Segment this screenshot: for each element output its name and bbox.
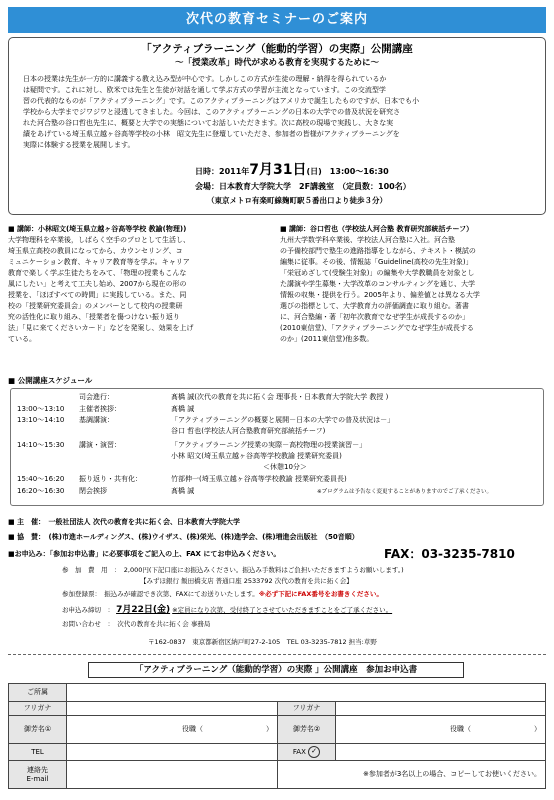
- copy-note-cell: [278, 761, 546, 789]
- bio-line: ミュニケーション教育、キャリア教育等を学ぶ。キャリア: [8, 258, 190, 266]
- office-address: 〒162-0837 東京都新宿区納戸町27-2-105 TEL 03-3235-7812 担当:草野: [148, 638, 377, 646]
- bio-line: に、河合塾編・著「初年次教育でなぜ学生が成長するのか」: [280, 313, 469, 321]
- lecturer-heading: ■ 講師：谷口哲也（学校法人河合塾 教育研究部統括チーフ）: [280, 225, 474, 233]
- intro-line: 実際に体験する授業を展開します。: [23, 141, 135, 149]
- intro-line: れた河合塾の谷口哲也先生に、概要と大学での実態についてお話しいただきます。次に高校の現場で実践し、大きな実: [23, 119, 394, 127]
- seminar-subtitle: ～「授業改革」時代が求める教育を実現するために～: [174, 58, 379, 68]
- schedule-box: [10, 388, 544, 506]
- intro-line: 績をあげている埼玉県立越ヶ谷高等学校の小林 昭文先生に登壇していただき、参加者の皆様がアクティブラーニングを: [23, 130, 400, 138]
- intro-text: [23, 74, 535, 151]
- bio-line: 法」「見に来てくださいカード」などを発案し、効果を上げ: [8, 324, 194, 332]
- contact-label: 連絡先 E-mail: [9, 761, 67, 789]
- name2-label: 御芳名②: [278, 716, 336, 744]
- intro-line: 習の代表的なものが「アクティブラーニング」です。このアクティブラーニングはアメリカで誕生したものですが、日本でも小: [23, 97, 420, 105]
- schedule-heading: ■ 公開講座スケジュール: [8, 376, 93, 385]
- bio-line: の予備校部門で塾生の進路指導をしながら、テキスト・模試の: [280, 247, 476, 255]
- name2-field[interactable]: [336, 716, 546, 744]
- schedule-row: 15:40～16:20 振り返り・共有化： 竹部伸一(埼玉県立越ヶ谷高等学校教諭 授業研究委員長): [17, 475, 347, 483]
- bio-line: 「栄冠めざして(受験生対象)」の編集や大学教職員を対象とし: [280, 269, 475, 277]
- bio-line: (2010東信堂)、「アクティブラーニングでなぜ学生が成長する: [280, 324, 474, 332]
- bio-line: 選びの指標として、大学教育力の評価調査に取り組む。著書: [280, 302, 469, 310]
- name1-field[interactable]: [67, 716, 278, 744]
- bio-line: た講演や学生募集・大学改革のコンサルティングを通じ、大学: [280, 280, 475, 288]
- furigana-field-2[interactable]: [336, 702, 546, 716]
- affiliation-label: ご所属: [9, 684, 67, 702]
- tel-label: TEL: [9, 744, 67, 761]
- intro-line: 学校から大学までジワジワと浸透してきました。今回は、このアクティブラーニングの日本の大学での普及状況を研究さ: [23, 108, 401, 116]
- furigana-label-1: フリガナ: [9, 702, 67, 716]
- intro-line: 日本の授業は先生が一方的に講義する教え込み型が中心です。しかしこの方式が生徒の理解・納得を得られているか: [23, 75, 387, 83]
- bio-line: のか」(2011東信堂)他多数。: [280, 335, 374, 343]
- schedule-row: 司会進行： 髙橋 誠(次代の教育を共に拓く会 理事長・日本教育大学院大学 教授 ): [79, 393, 389, 401]
- schedule-row: 14:10～15:30 講演・演習： 「アクティブラーニング授業の実際－高校物理の授業演習－」: [17, 441, 367, 449]
- application-form: [8, 683, 546, 789]
- register-line: 参加登録票： 振込みが確認でき次第、FAXにてお送りいたします。※必ず下記にFAX番号をお書きください。: [62, 590, 383, 598]
- affiliation-field[interactable]: [67, 684, 546, 702]
- fee-line: 参 加 費 用 ： 2,000円(下記口座にお振込みください。振込み手数料はご負担いただきますようお願いします。): [62, 566, 404, 574]
- date-big: 7月31日: [249, 162, 307, 178]
- event-venue: 会場：日本教育大学院大学 2F講義室 （定員数：100名）: [195, 182, 411, 191]
- fax-circle-icon: ✓: [308, 746, 320, 758]
- bio-line: 校の「授業研究委員会」のメンバーとして校内の授業研: [8, 302, 183, 310]
- intro-line: は疑問です。これに対し、欧米では先生と生徒が対話を通して学ぶ方式の学習が主流となっています。この交流型学: [23, 86, 386, 94]
- schedule-row: 13:00～13:10 主催者挨拶： 髙橋 誠: [17, 405, 195, 413]
- schedule-break: ＜休憩10分＞: [263, 463, 307, 471]
- name1-label: 御芳名①: [9, 716, 67, 744]
- bio-line: 編集に従事。その後、情報誌「Guideline(高校の先生対象)」: [280, 258, 473, 266]
- deadline-line: お申込み締切 ： 7月22日(金) ※定員になり次第、受付終了とさせていただきますことをご了承ください。: [62, 605, 393, 615]
- schedule-note: ※プログラムは予告なく変更することがありますのでご了承ください。: [317, 489, 493, 495]
- bio-line: 大学物理科を卒業後，しばらく空手のプロとして生活し、: [8, 236, 190, 244]
- schedule-row: 13:10～14:10 基調講演： 「アクティブラーニングの概要と展開－日本の大学での普及状況は－」: [17, 416, 395, 424]
- bank-line: 【みずほ銀行 飯田橋支店 普通口座 2533792 次代の教育を共に拓く会】: [140, 577, 353, 585]
- position-label-2: 役職（ ）: [450, 725, 541, 734]
- cut-line: [8, 654, 546, 655]
- bio-line: 情報の収集・提供を行う。2005年より、偏差値とは異なる大学: [280, 291, 480, 299]
- intro-box: [8, 37, 546, 215]
- bio-line: 授業を、「ほぼすべての時間」に実践している。また、同: [8, 291, 187, 299]
- date-label: 日時：2011年: [195, 167, 250, 176]
- page-banner: 次代の教育セミナーのご案内: [8, 7, 546, 33]
- lecturer-kobayashi: [8, 224, 270, 345]
- schedule-row: 谷口 哲也(学校法人河合塾教育研究部統括チーフ): [171, 427, 326, 435]
- position-label-1: 役職（ ）: [182, 725, 273, 734]
- furigana-field-1[interactable]: [67, 702, 278, 716]
- form-title: 「アクティブラーニング（能動的学習）の実際 」公開講座 参加お申込書: [88, 662, 464, 678]
- tel-field[interactable]: [67, 744, 278, 761]
- fax-field[interactable]: [336, 744, 546, 761]
- bio-line: 教育で楽しく学ぶ生徒たちをみて、「物理の授業もこんな: [8, 269, 187, 277]
- lecturer-taniguchi: [280, 224, 542, 345]
- event-access: （東京メトロ有楽町線麹町駅５番出口より徒歩３分）: [207, 196, 387, 205]
- fax-number: FAX：03-3235-7810: [384, 547, 515, 561]
- schedule-row: 16:20～16:30 閉会挨拶 髙橋 誠: [17, 487, 195, 495]
- lecturer-heading: ■ 講師：小林昭文(埼玉県立越ヶ谷高等学校 教諭(物理)): [8, 225, 187, 233]
- sponsor-line: ■ 協 賛： (株)市進ホールディングス、(株)ウイザス、(株)栄光、(株)進学会、(株)増進会出版社 （50音順）: [8, 533, 359, 541]
- bio-line: ている。: [8, 335, 36, 343]
- contact-line: お問い合わせ ： 次代の教育を共に拓く会 事務局: [62, 620, 211, 628]
- bio-line: 九州大学数学科卒業後、学校法人河合塾に入社。河合塾: [280, 236, 455, 244]
- apply-line: ■お申込み：「参加お申込書」に必要事項をご記入の上、FAX にてお申込みください。: [8, 550, 281, 558]
- bio-line: 究の活性化に取り組み、「授業者を傷つけない振り返り: [8, 313, 180, 321]
- date-tail: (日) 13:00～16:30: [306, 167, 389, 176]
- event-datetime: [195, 162, 389, 180]
- schedule-row: 小林 昭文(埼玉県立越ヶ谷高等学校教諭 授業研究委員): [171, 452, 342, 460]
- fax-label: FAX ✓: [278, 744, 336, 761]
- bio-line: 埼玉県立高校の教員になってから、カウンセリング、コ: [8, 247, 183, 255]
- furigana-label-2: フリガナ: [278, 702, 336, 716]
- seminar-title: 「アクティブラーニング（能動的学習）の実際」公開講座: [141, 43, 413, 55]
- copy-note: ※参加者が3名以上の場合、コピーしてお使いください。: [362, 770, 541, 779]
- email-field[interactable]: [67, 761, 278, 789]
- organizer-line: ■ 主 催： 一般社団法人 次代の教育を共に拓く会、日本教育大学院大学: [8, 518, 240, 526]
- bio-line: 風にしたい」と考えて工夫し始め、2007から現在の形の: [8, 280, 187, 288]
